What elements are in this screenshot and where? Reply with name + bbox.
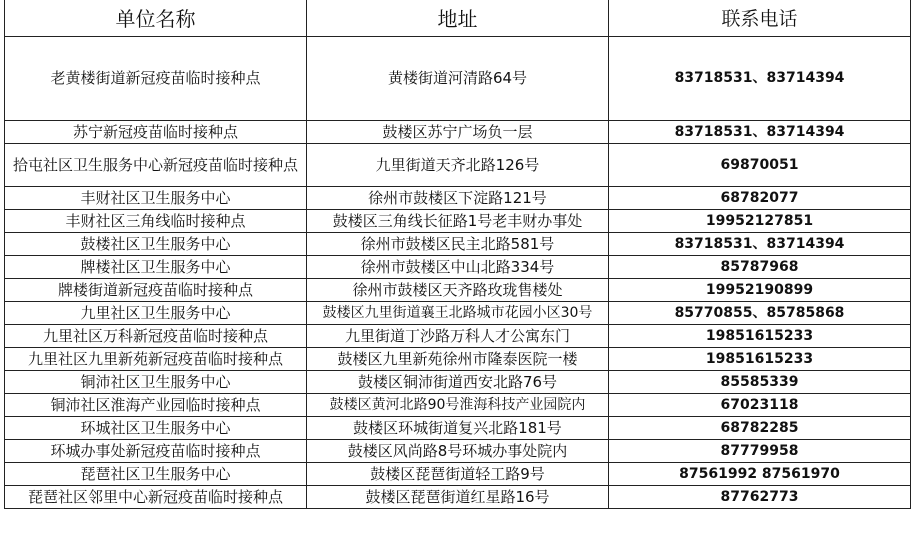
phone-cell: 87561992 87561970 — [609, 463, 911, 486]
address-cell: 鼓楼区环城街道复兴北路181号 — [307, 417, 609, 440]
address-cell: 鼓楼区苏宁广场负一层 — [307, 121, 609, 144]
address-cell: 徐州市鼓楼区中山北路334号 — [307, 256, 609, 279]
header-unit-name: 单位名称 — [5, 0, 307, 37]
unit-name-cell: 琵琶社区卫生服务中心 — [5, 463, 307, 486]
address-cell: 鼓楼区九里新苑徐州市隆泰医院一楼 — [307, 348, 609, 371]
header-phone: 联系电话 — [609, 0, 911, 37]
address-cell: 鼓楼区黄河北路90号淮海科技产业园院内 — [307, 394, 609, 417]
unit-name-cell: 拾屯社区卫生服务中心新冠疫苗临时接种点 — [5, 144, 307, 187]
unit-name-cell: 九里社区万科新冠疫苗临时接种点 — [5, 325, 307, 348]
address-cell: 九里街道天齐北路126号 — [307, 144, 609, 187]
unit-name-cell: 九里社区卫生服务中心 — [5, 302, 307, 325]
phone-cell: 19851615233 — [609, 348, 911, 371]
address-cell: 鼓楼区琵琶街道红星路16号 — [307, 486, 609, 509]
table-row — [5, 371, 911, 394]
address-cell: 鼓楼区九里街道襄王北路城市花园小区30号 — [307, 302, 609, 325]
address-cell: 鼓楼区铜沛街道西安北路76号 — [307, 371, 609, 394]
phone-cell: 83718531、83714394 — [609, 233, 911, 256]
phone-cell: 83718531、83714394 — [609, 121, 911, 144]
phone-cell: 19952190899 — [609, 279, 911, 302]
phone-cell: 19952127851 — [609, 210, 911, 233]
vaccination-sites-table — [4, 0, 911, 509]
header-address: 地址 — [307, 0, 609, 37]
unit-name-cell: 铜沛社区淮海产业园临时接种点 — [5, 394, 307, 417]
table-row — [5, 463, 911, 486]
address-cell: 徐州市鼓楼区民主北路581号 — [307, 233, 609, 256]
address-cell: 鼓楼区琵琶街道轻工路9号 — [307, 463, 609, 486]
unit-name-cell: 琵琶社区邻里中心新冠疫苗临时接种点 — [5, 486, 307, 509]
unit-name-cell: 环城办事处新冠疫苗临时接种点 — [5, 440, 307, 463]
table-row — [5, 279, 911, 302]
table-header-row — [5, 0, 911, 37]
phone-cell: 85770855、85785868 — [609, 302, 911, 325]
phone-cell: 87762773 — [609, 486, 911, 509]
unit-name-cell: 环城社区卫生服务中心 — [5, 417, 307, 440]
table-row — [5, 187, 911, 210]
table-row — [5, 144, 911, 187]
table-row — [5, 121, 911, 144]
table-row — [5, 302, 911, 325]
phone-cell: 87779958 — [609, 440, 911, 463]
phone-cell: 83718531、83714394 — [609, 37, 911, 121]
unit-name-cell: 丰财社区三角线临时接种点 — [5, 210, 307, 233]
address-cell: 徐州市鼓楼区下淀路121号 — [307, 187, 609, 210]
table-row — [5, 486, 911, 509]
phone-cell: 69870051 — [609, 144, 911, 187]
phone-cell: 68782285 — [609, 417, 911, 440]
table-row — [5, 37, 911, 121]
table-row — [5, 233, 911, 256]
table-row — [5, 348, 911, 371]
unit-name-cell: 九里社区九里新苑新冠疫苗临时接种点 — [5, 348, 307, 371]
table-row — [5, 210, 911, 233]
unit-name-cell: 老黄楼街道新冠疫苗临时接种点 — [5, 37, 307, 121]
unit-name-cell: 铜沛社区卫生服务中心 — [5, 371, 307, 394]
unit-name-cell: 苏宁新冠疫苗临时接种点 — [5, 121, 307, 144]
phone-cell: 68782077 — [609, 187, 911, 210]
table-row — [5, 440, 911, 463]
table-row — [5, 417, 911, 440]
table-row — [5, 256, 911, 279]
address-cell: 鼓楼区三角线长征路1号老丰财办事处 — [307, 210, 609, 233]
address-cell: 黄楼街道河清路64号 — [307, 37, 609, 121]
phone-cell: 85585339 — [609, 371, 911, 394]
unit-name-cell: 牌楼街道新冠疫苗临时接种点 — [5, 279, 307, 302]
table-row — [5, 325, 911, 348]
unit-name-cell: 鼓楼社区卫生服务中心 — [5, 233, 307, 256]
address-cell: 九里街道丁沙路万科人才公寓东门 — [307, 325, 609, 348]
unit-name-cell: 牌楼社区卫生服务中心 — [5, 256, 307, 279]
unit-name-cell: 丰财社区卫生服务中心 — [5, 187, 307, 210]
phone-cell: 85787968 — [609, 256, 911, 279]
address-cell: 鼓楼区风尚路8号环城办事处院内 — [307, 440, 609, 463]
table-row — [5, 394, 911, 417]
address-cell: 徐州市鼓楼区天齐路玫珑售楼处 — [307, 279, 609, 302]
phone-cell: 19851615233 — [609, 325, 911, 348]
phone-cell: 67023118 — [609, 394, 911, 417]
